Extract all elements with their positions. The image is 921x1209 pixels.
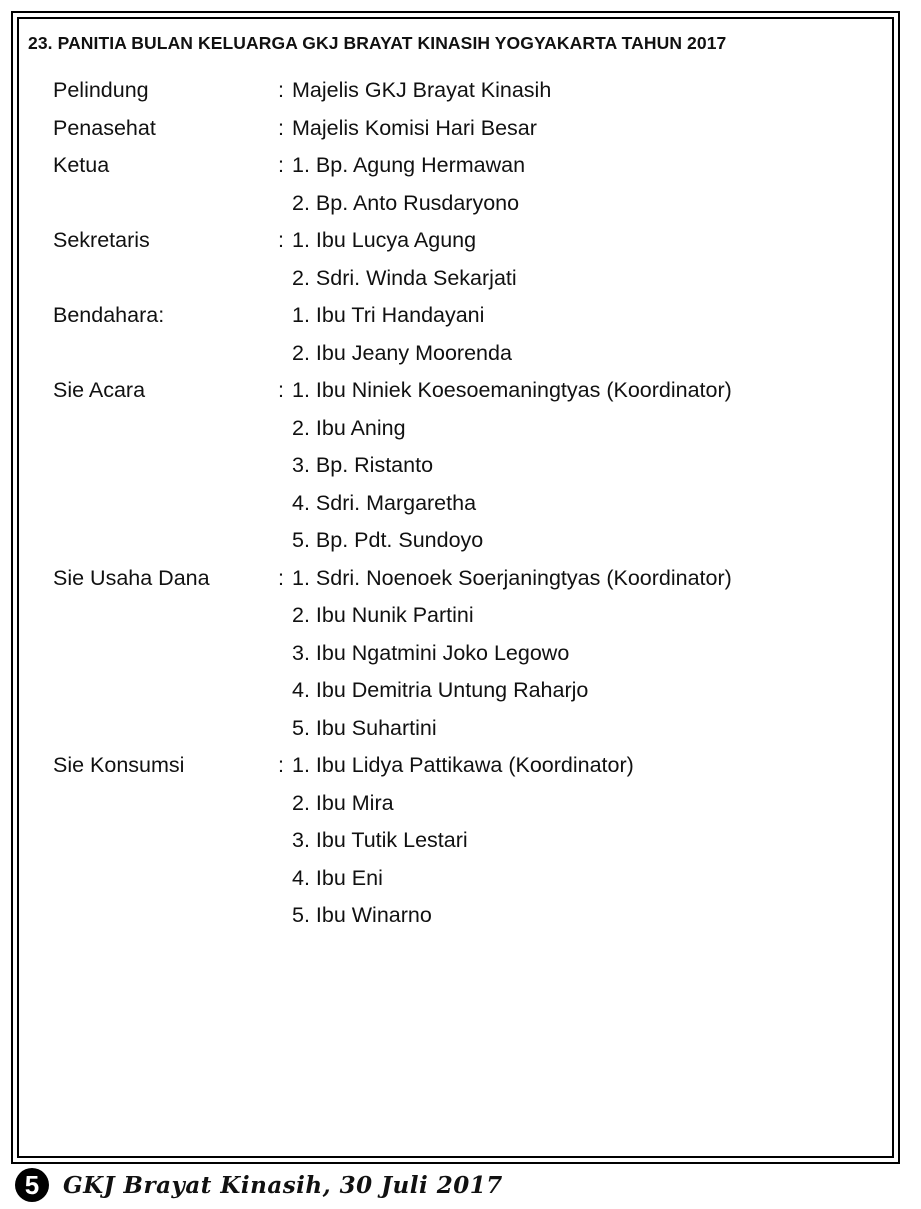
role-label: Sie Konsumsi: [53, 753, 185, 778]
member-name: 4. Ibu Eni: [292, 865, 383, 890]
member-name: 3. Bp. Ristanto: [292, 453, 434, 478]
role-separator: :: [278, 378, 284, 403]
committee-row: [53, 822, 873, 860]
role-separator: :: [278, 115, 284, 140]
role-label: Penasehat: [53, 115, 156, 140]
committee-row: [53, 110, 873, 148]
committee-row: [53, 260, 873, 298]
member-name: 1. Ibu Niniek Koesoemaningtyas (Koordinator): [292, 378, 732, 403]
member-name: 5. Ibu Winarno: [292, 903, 432, 928]
page-number-badge: 5: [15, 1168, 49, 1202]
committee-row: [53, 672, 873, 710]
role-separator: :: [278, 565, 284, 590]
role-label: Ketua: [53, 153, 110, 178]
member-name: 4. Ibu Demitria Untung Raharjo: [292, 678, 589, 703]
role-label: Sie Usaha Dana: [53, 565, 210, 590]
role-separator: :: [278, 753, 284, 778]
member-name: Majelis GKJ Brayat Kinasih: [292, 78, 552, 103]
member-name: 1. Ibu Lidya Pattikawa (Koordinator): [292, 753, 634, 778]
committee-row: [53, 485, 873, 523]
member-name: 1. Bp. Agung Hermawan: [292, 153, 526, 178]
member-name: 2. Ibu Mira: [292, 790, 394, 815]
member-name: 3. Ibu Tutik Lestari: [292, 828, 468, 853]
committee-row: [53, 72, 873, 110]
member-name: 4. Sdri. Margaretha: [292, 490, 477, 515]
member-name: 2. Ibu Aning: [292, 415, 406, 440]
committee-list: [53, 72, 873, 935]
committee-row: [53, 747, 873, 785]
member-name: 1. Ibu Tri Handayani: [292, 303, 485, 328]
committee-row: [53, 635, 873, 673]
committee-row: [53, 860, 873, 898]
page-title: 23. PANITIA BULAN KELUARGA GKJ BRAYAT KINASIH YOGYAKARTA TAHUN 2017: [28, 33, 727, 53]
committee-row: [53, 147, 873, 185]
page-frame-outer: [11, 11, 900, 1164]
committee-row: [53, 410, 873, 448]
role-label: Sekretaris: [53, 228, 150, 253]
member-name: 5. Bp. Pdt. Sundoyo: [292, 528, 484, 553]
page-footer: [15, 1167, 503, 1203]
role-label: Sie Acara: [53, 378, 146, 403]
role-separator: :: [278, 228, 284, 253]
page-frame-inner: [17, 17, 894, 1158]
committee-row: [53, 222, 873, 260]
committee-row: [53, 335, 873, 373]
role-separator: :: [278, 153, 284, 178]
member-name: Majelis Komisi Hari Besar: [292, 115, 537, 140]
committee-row: [53, 560, 873, 598]
role-separator: :: [278, 78, 284, 103]
role-label: Pelindung: [53, 78, 149, 103]
committee-row: [53, 297, 873, 335]
member-name: 2. Bp. Anto Rusdaryono: [292, 190, 520, 215]
committee-row: [53, 897, 873, 935]
member-name: 1. Ibu Lucya Agung: [292, 228, 477, 253]
member-name: 2. Ibu Nunik Partini: [292, 603, 474, 628]
committee-row: [53, 185, 873, 223]
committee-row: [53, 710, 873, 748]
member-name: 2. Ibu Jeany Moorenda: [292, 340, 512, 365]
member-name: 2. Sdri. Winda Sekarjati: [292, 265, 517, 290]
role-label: Bendahara:: [53, 303, 165, 328]
committee-row: [53, 785, 873, 823]
committee-row: [53, 447, 873, 485]
committee-row: [53, 597, 873, 635]
member-name: 3. Ibu Ngatmini Joko Legowo: [292, 640, 570, 665]
committee-row: [53, 522, 873, 560]
member-name: 5. Ibu Suhartini: [292, 715, 437, 740]
member-name: 1. Sdri. Noenoek Soerjaningtyas (Koordinator): [292, 565, 732, 590]
footer-text: GKJ Brayat Kinasih, 30 Juli 2017: [63, 1171, 503, 1199]
committee-row: [53, 372, 873, 410]
